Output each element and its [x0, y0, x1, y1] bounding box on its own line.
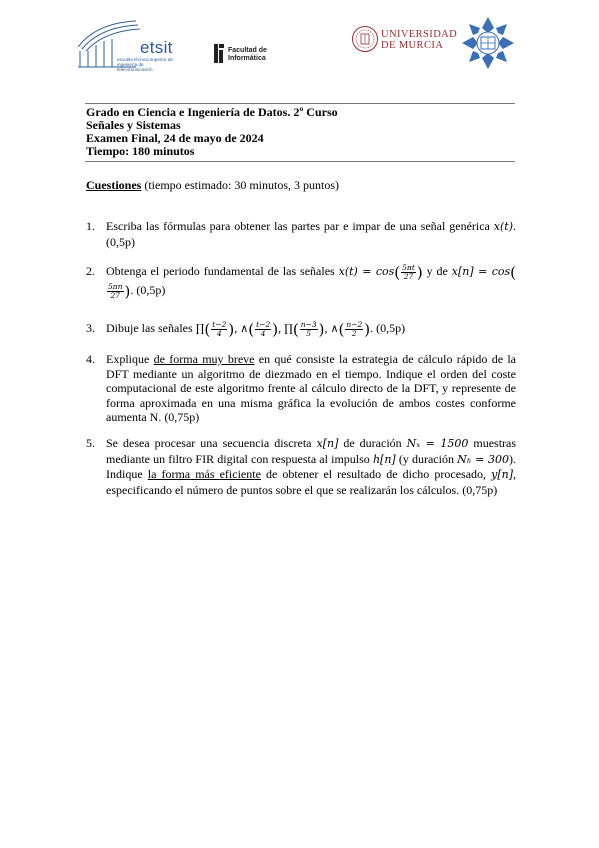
- fraction: [345, 321, 363, 338]
- question-5: [86, 436, 516, 497]
- um-seal-icon: [351, 25, 379, 53]
- question-number: 4.: [86, 352, 95, 366]
- question-number: 2.: [86, 264, 95, 278]
- question-points: . (0,5p): [370, 321, 406, 335]
- math-expression: x[n] = cos: [451, 265, 511, 278]
- signal-operator: ∏: [195, 322, 205, 335]
- question-4: [86, 352, 516, 425]
- etsit-logo-text: etsit: [140, 38, 173, 57]
- facultad-line1: Facultad de: [228, 47, 267, 54]
- fraction: [300, 321, 318, 338]
- question-text-pre: Explique: [106, 352, 154, 366]
- fraction-denominator: 27: [403, 271, 414, 281]
- exam-duration: Tiempo: 180 minutos: [86, 144, 195, 158]
- section-title: Cuestiones: [86, 178, 142, 192]
- exam-subject: Señales y Sistemas: [86, 118, 181, 132]
- section-heading: [86, 178, 339, 192]
- question-text: Escriba las fórmulas para obtener las partes par e impar de una señal genérica: [106, 219, 494, 233]
- math-expression: h[n]: [372, 452, 396, 466]
- facultad-mark-icon: [214, 44, 224, 63]
- question-points: . (0,5p): [106, 219, 516, 249]
- math-expression: Nₕ = 300: [457, 452, 510, 466]
- fraction-denominator: 2: [351, 328, 357, 338]
- question-text: , especificando el número de puntos sobre el que se realizarán los cálculos. (0,75p): [106, 467, 516, 497]
- fraction: [211, 321, 227, 338]
- fraction-denominator: 27: [110, 291, 121, 300]
- signal-operator: ∧: [240, 322, 249, 335]
- underlined-text: la forma más eficiente: [147, 467, 261, 482]
- math-expression: x(t): [493, 220, 513, 233]
- fraction-numerator: n−2: [346, 319, 363, 329]
- facultad-line2: Informática: [228, 55, 266, 62]
- fraction: [255, 321, 271, 338]
- um-line1: UNIVERSIDAD: [381, 29, 458, 40]
- question-text: Se desea procesar una secuencia discreta: [106, 436, 317, 450]
- section-note: (tiempo estimado: 30 minutos, 3 puntos): [141, 178, 339, 192]
- cross-emblem-icon: [461, 16, 515, 70]
- fraction-numerator: n−3: [300, 319, 317, 329]
- header-logos: [0, 0, 599, 90]
- fraction-numerator: 5πt: [402, 262, 415, 272]
- question-1: [86, 219, 516, 249]
- question-text-mid: y de: [422, 264, 452, 278]
- question-3: 3. Dibuje las señales ∏( $\frac{t-2}{4}$ ), ∧( $\frac{t-2}{4}$ ), ∏( $\frac{n-3}{5}$ ), ∧( $\frac{n-2}{2}$ ). (0,5p): [86, 319, 406, 339]
- um-line2: DE MURCIA: [381, 40, 444, 51]
- fraction-denominator: 4: [260, 328, 266, 338]
- top-rule: [85, 103, 515, 104]
- fraction-denominator: 4: [216, 328, 222, 338]
- fraction-denominator: 5: [306, 328, 312, 338]
- question-text: Obtenga el periodo fundamental de las señales: [106, 264, 339, 278]
- etsit-logo-subtitle: escuela técnica superior de ingeniería de telecomunicación: [117, 57, 173, 73]
- math-expression: Nₓ = 1500: [406, 437, 469, 450]
- exam-degree: Grado en Ciencia e Ingeniería de Datos. 2º Curso: [86, 105, 338, 119]
- question-number: 3.: [86, 321, 95, 335]
- question-text: ). Indique: [106, 451, 517, 482]
- bottom-rule: [85, 161, 515, 162]
- question-number: 1.: [86, 219, 95, 233]
- question-points: . (0,5p): [130, 283, 166, 298]
- underlined-text: de forma muy breve: [153, 352, 255, 366]
- fraction-numerator: 5πn: [108, 282, 123, 291]
- question-text: en qué consiste la estrategia de cálculo rápido de la DFT mediante un algoritmo de diezmado en el tiempo. Indique el orden del coste computacional de este algoritmo frente al cálculo directo de la DFT, y represente de forma aproximada en una misma gráfica la evolución de ambos costes conforme aumenta N. (0,75p): [106, 352, 517, 425]
- fraction: [107, 283, 124, 300]
- question-text: Dibuje las señales: [106, 321, 196, 335]
- signal-operator: ∏: [284, 322, 293, 335]
- math-expression: x[n]: [316, 437, 339, 450]
- question-text: de duración: [338, 436, 407, 450]
- math-expression: x(t) = cos: [338, 265, 395, 278]
- signal-operator: ∧: [330, 322, 339, 335]
- exam-date: Examen Final, 24 de mayo de 2024: [86, 131, 264, 145]
- question-number: 5.: [86, 436, 95, 450]
- question-text: (y duración: [395, 451, 458, 466]
- question-text: de obtener el resultado de dicho procesado,: [260, 467, 492, 482]
- fraction-numerator: t−2: [256, 319, 271, 329]
- math-expression: y[n]: [491, 468, 513, 482]
- question-2: 2. Obtenga el periodo fundamental de las señales x(t) = cos( $\frac{5\pi t}{27}$ ) y de x[n] = cos( $\frac{5\pi n}{27}$ ). (0,5p): [86, 262, 516, 301]
- fraction: [401, 264, 416, 281]
- fraction-numerator: t−2: [212, 319, 227, 329]
- question-text: muestras mediante un filtro FIR digital con respuesta al impulso: [106, 436, 517, 466]
- exam-title-block: [86, 106, 516, 158]
